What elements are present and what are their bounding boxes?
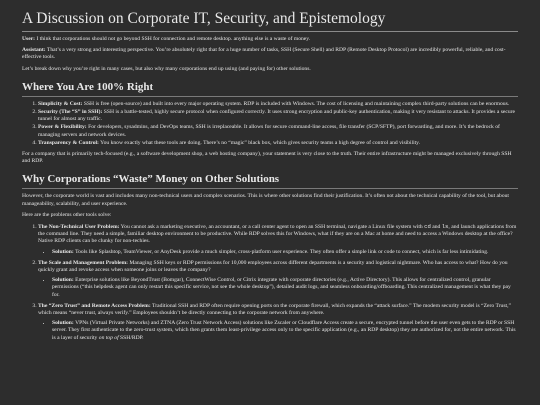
solution-list <box>38 320 518 342</box>
item-text: For developers, sysadmins, and DevOps teams, SSH is irreplaceable. It allows for secure command-line access, file transfer (SCP/SFTP), port forwarding, and more. It’s the bedrock of managing servers and network devices. <box>38 124 500 138</box>
solution-label: Solution: <box>52 248 74 255</box>
user-message <box>22 36 518 43</box>
solution-item <box>52 277 518 299</box>
item-text: Managing SSH keys or RDP permissions for 10,000 employees across different departments is a security and logistical nightmare. Who has access to what? How do you quickly grant and revoke access when someone joins or leaves the company? <box>38 259 508 274</box>
list-item <box>38 223 518 256</box>
item-text: SSH is a battle-tested, highly secure protocol when configured correctly. It uses strong encryption and public-key authentication, making it very resistant to attacks. It provides a secure tunnel for almost any traffic. <box>38 109 516 123</box>
section-heading-waste: Why Corporations “Waste” Money on Other Solutions <box>22 173 518 189</box>
solution-text: Enterprise solutions like BeyondTrust (Bomgar), ConnectWise Control, or Citrix integrate with corporate directories (e.g., Active Directory). This allows for centralized control, granular permissions (“this helpdesk agent can only restart this specific service, not see the whole desktop”), detailed audit logs, and seamless onboarding/offboarding. This centralized management is what they pay for. <box>52 277 511 298</box>
assistant-text: That’s a very strong and interesting perspective. You’re absolutely right that for a huge number of tasks, SSH (Secure Shell) and RDP (Remote Desktop Protocol) are incredibly powerful, reliable, and cost-effective tools. <box>22 47 506 61</box>
item-label: The Non-Technical User Problem: <box>38 224 120 231</box>
section2-intro: However, the corporate world is vast and includes many non-technical users and complex scenarios. This is where other solutions find their justification. It’s often not about the technical capability of the tool, but about manageability, scalability, and user experience. <box>22 193 509 207</box>
item-text: and <box>430 224 442 231</box>
section1-closing: For a company that is primarily tech-focused (e.g., a software development shop, a web hosting company), your statement is very close to the truth. Their entire infrastructure might be managed exclusively through SSH and RDP. <box>22 151 512 165</box>
user-text: I think that corporations should not go beyond SSH for connection and remote desktop. anything else is a waste of money. <box>35 36 311 42</box>
solution-label: Solution: <box>52 320 74 327</box>
item-text: , and launch applications from the command line. They need a simple, familiar desktop environment to be productive. While RDP solves this for Windows, what if they are on a Mac at home and need to access a Windows desktop at the office? Native RDP clients can be clunky for non-techies. <box>38 224 517 245</box>
solution-list <box>38 249 518 256</box>
list-item <box>38 260 518 299</box>
solution-text: SSH/RDP. <box>118 334 144 341</box>
solution-italic: on top of <box>98 334 119 341</box>
section-heading-right: Where You Are 100% Right <box>22 81 518 97</box>
user-label: User: <box>22 36 36 42</box>
item-text: You know exactly what these tools are doing. There’s no “magic” black box, which gives security teams a high degree of control and visibility. <box>98 139 421 146</box>
item-label: Power & Flexibility: <box>38 124 87 131</box>
solution-item <box>52 249 518 256</box>
item-text: Traditional SSH and RDP often require opening ports on the corporate firewall, which expands the “attack surface.” The modern security model is “Zero Trust,” which means “never trust, always verify.” Employees shouldn’t be directly connecting to the corporate network from anywhere. <box>38 302 511 317</box>
problems-list <box>22 223 518 342</box>
right-list <box>22 101 518 147</box>
code-cd: cd <box>424 223 431 231</box>
list-item <box>38 303 518 342</box>
section2-intro2: Here are the problems other tools solve: <box>22 211 112 218</box>
item-text: SSH is free (open-source) and built into every major operating system. RDP is included with Windows. The cost of licensing and maintaining complex third-party solutions can be enormous. <box>82 100 510 107</box>
code-ls: ls <box>441 223 449 231</box>
page-title: A Discussion on Corporate IT, Security, and Epistemology <box>22 10 518 32</box>
list-item <box>38 109 518 123</box>
assistant-message <box>22 47 518 61</box>
intro-paragraph: Let’s break down why you’re right in many cases, but also why many corporations end up using (and paying for) other solutions. <box>22 65 311 72</box>
solution-list <box>38 277 518 299</box>
item-text: You cannot ask a marketing executive, an accountant, or a call center agent to open an SSH terminal, navigate a Linux file system with <box>119 224 425 231</box>
list-item <box>38 140 518 147</box>
list-item <box>38 124 518 138</box>
item-label: The Scale and Management Problem: <box>38 259 129 266</box>
assistant-label: Assistant: <box>22 47 46 54</box>
solution-text: VPNs (Virtual Private Networks) and ZTNA (Zero Trust Network Access) solutions like Zscaler or Cloudflare Access create a secure, encrypted tunnel before the user even gets to the RDP or SSH server. They first authenticate to the zero-trust system, which then grants them least-privilege access only to the specific application (e.g., an RDP desktop) they are authorized for, not the entire network. This is a layer of security <box>52 320 516 341</box>
item-label: The “Zero Trust” and Remote Access Problem: <box>38 302 151 309</box>
solution-text: Tools like Splashtop, TeamViewer, or AnyDesk provide a much simpler, cross-platform user experience. They often offer a simple link or code to connect, which is far less intimidating. <box>73 248 489 255</box>
item-label: Security (The “S” in SSH): <box>38 109 103 116</box>
solution-label: Solution: <box>52 277 74 284</box>
item-label: Transparency & Control: <box>38 139 99 146</box>
list-item <box>38 101 518 108</box>
item-label: Simplicity & Cost: <box>38 100 83 107</box>
solution-item <box>52 320 518 342</box>
